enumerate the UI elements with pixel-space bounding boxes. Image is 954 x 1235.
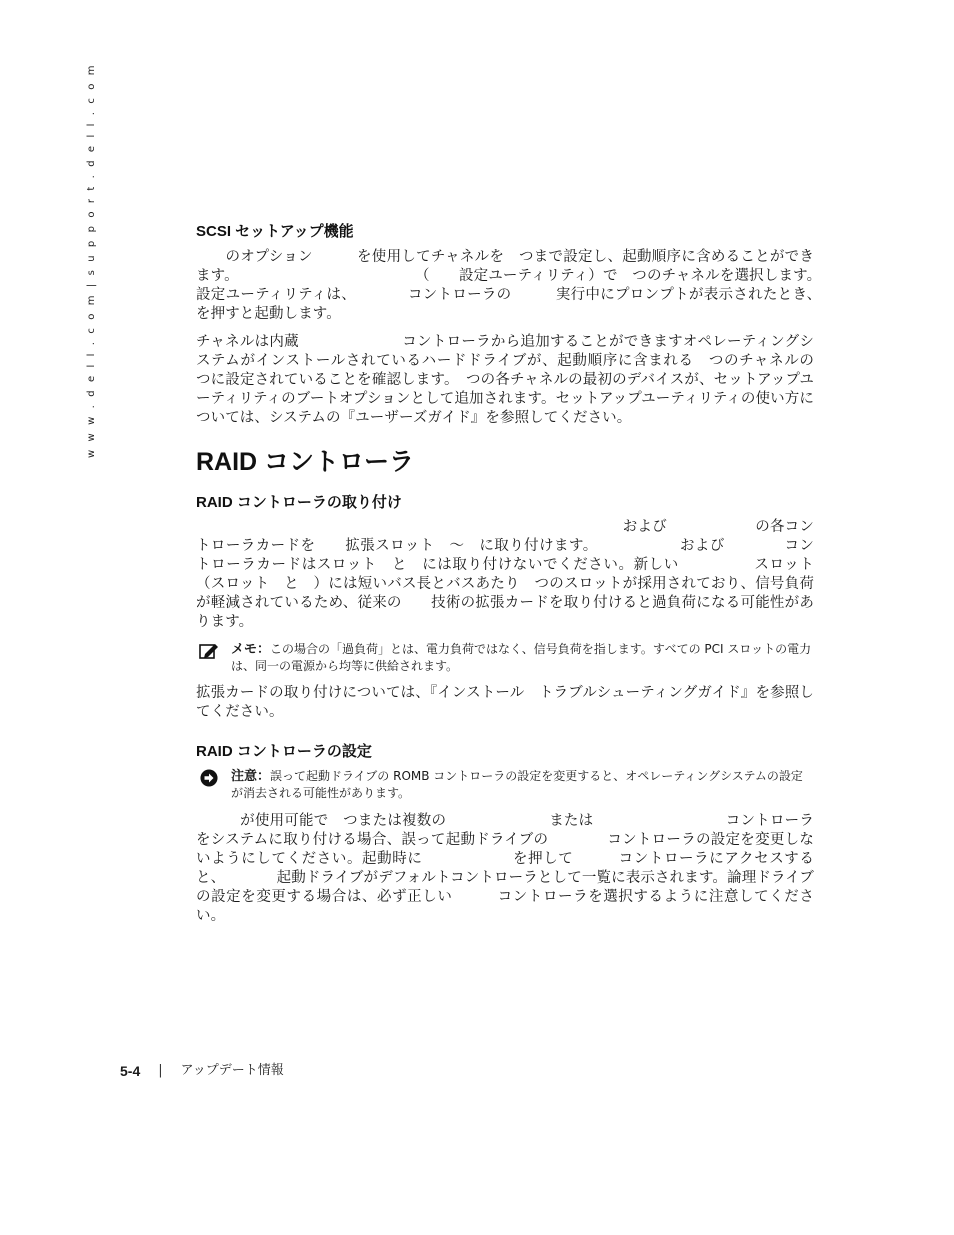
raid-install-paragraph-1: および の各コントローラカードを 拡張スロット ～ に取り付けます。 および コントローラカードはスロット と には取り付けないでください。新しい スロット（スロット と ）には短いバス長とバスあたり つのスロットが採用されており、信号負荷が軽減されているため、従来の 技術の拡張カードを取り付けると過負荷になる可能性があります。 [196,519,814,630]
raid-config-title: RAID コントローラの設定 [196,743,372,760]
page-content [196,222,887,926]
footer-separator: | [158,1063,163,1078]
raid-title: RAID コントローラ [196,448,415,476]
raid-install-paragraph-2: 拡張カードの取り付けについては、『インストール トラブルシューティングガイド』を参照してください。 [196,685,814,720]
scsi-title: SCSI セットアップ機能 [196,223,354,240]
raid-install-title: RAID コントローラの取り付け [196,494,402,511]
caution-label: 注意： [231,769,271,784]
raid-config-paragraph-1: が使用可能で つまたは複数の または コントローラをシステムに取り付ける場合、誤って起動ドライブの コントローラの設定を変更しないようにしてください。起動時に を押して コントローラにアクセスすると、 起動ドライブがデフォルトコントローラとして一覧に表示されます。論理ドライブの設定を変更する場合は、必ず正しい コントローラを選択するように注意してください。 [196,813,814,924]
footer-title: アップデート情報 [180,1063,284,1078]
page-footer [120,1062,284,1080]
caution-text: 誤って起動ドライブの ROMB コントローラの設定を変更すると、オペレーティングシステムの設定が消去される可能性があります。 [231,769,803,800]
memo-note [196,641,814,675]
scsi-paragraph-1: のオプション を使用してチャネルを つまで設定し、起動順序に含めることができます。 （ 設定ユーティリティ）で つのチャネルを選択します。 設定ユーティリティは、 コントローラの 実行中にプロンプトが表示されたとき、 を押すと起動します。 [196,249,887,322]
pencil-note-icon [199,642,219,660]
scsi-paragraph-2: チャネルは内蔵 コントローラから追加することができますオペレーティングシステムがインストールされているハードドライブが、起動順序に含まれる つのチャネルの つに設定されていることを確認します。 つの各チャネルの最初のデバイスが、セットアップユーティリティのブートオプションとして追加されます。セットアップユーティリティの使い方については、システムの『ユーザーズガイド』を参照してください。 [196,334,829,426]
page-number: 5-4 [120,1063,141,1079]
memo-label: メモ： [231,642,271,657]
side-url: w w w . d e l l . c o m | s u p p o r t . d e l l . c o m [86,62,97,458]
caution-arrow-icon [199,769,219,787]
caution-note [196,768,814,802]
memo-text: この場合の「過負荷」とは、電力負荷ではなく、信号負荷を指します。すべての PCI スロットの電力は、同一の電源から均等に供給されます。 [231,642,812,673]
